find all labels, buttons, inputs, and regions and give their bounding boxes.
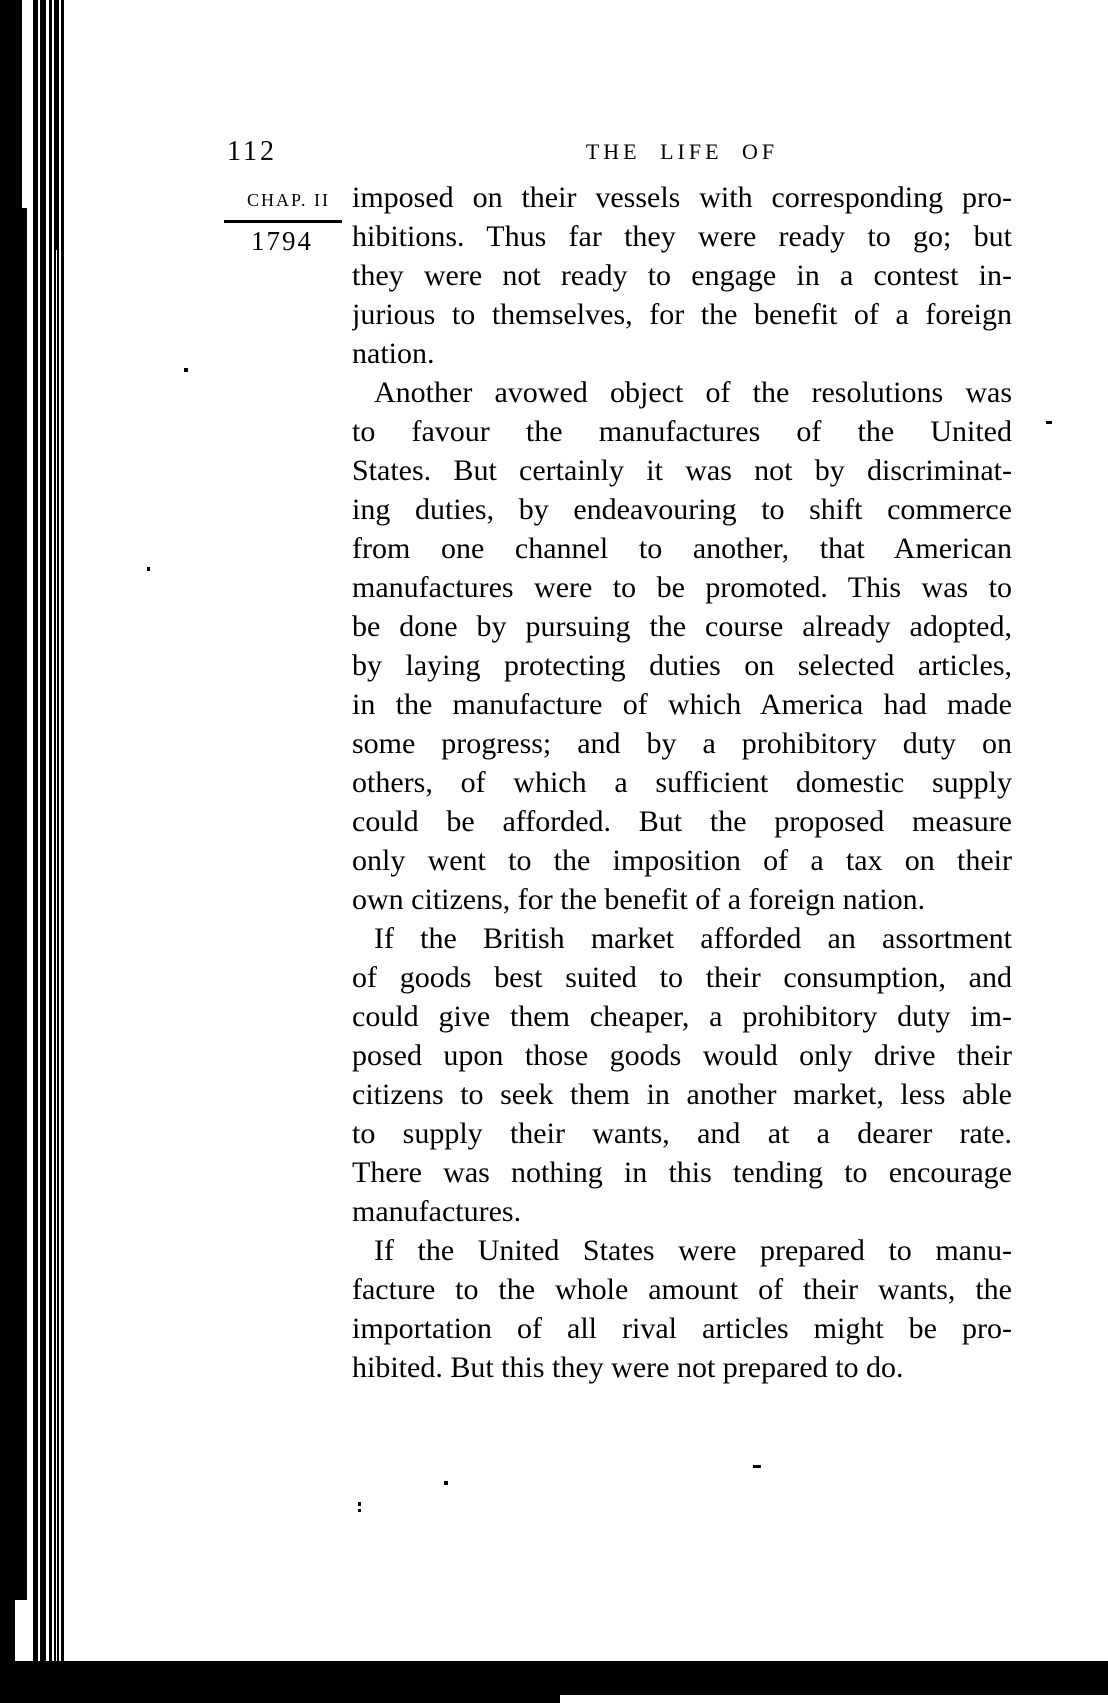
text-line: to favour the manufactures of the United — [352, 415, 1012, 448]
scan-artifact-white-thread — [38, 0, 40, 1661]
ink-speck — [358, 1509, 361, 1512]
paragraph — [352, 178, 1012, 373]
text-line: others, of which a sufficient domestic supply — [352, 766, 1012, 799]
text-block — [352, 178, 1012, 1387]
ink-speck — [184, 368, 188, 372]
ink-speck — [147, 567, 150, 571]
scan-artifact-white-thread — [56, 250, 57, 1661]
text-line: There was nothing in this tending to encourage — [352, 1156, 1012, 1189]
text-line: jurious to themselves, for the benefit of a foreign — [352, 298, 1012, 331]
paragraph — [352, 919, 1012, 1231]
scan-artifact-bottom-band — [0, 1695, 560, 1703]
text-line: manufactures were to be promoted. This was to — [352, 571, 1012, 604]
text-line: some progress; and by a prohibitory duty on — [352, 727, 1012, 760]
text-line: posed upon those goods would only drive their — [352, 1039, 1012, 1072]
ink-speck — [1046, 421, 1052, 424]
text-line: hibited. But this they were not prepared to do. — [352, 1351, 904, 1384]
scan-artifact-gutter — [0, 208, 27, 1600]
text-line: own citizens, for the benefit of a foreign nation. — [352, 883, 926, 916]
ink-speck — [444, 1481, 448, 1485]
scan-artifact-bottom-band — [0, 1661, 1108, 1695]
text-line: States. But certainly it was not by discriminat- — [352, 454, 1012, 487]
text-line: hibitions. Thus far they were ready to go; but — [352, 220, 1012, 253]
text-line: If the United States were prepared to manu- — [374, 1234, 1012, 1267]
text-line: If the British market afforded an assortment — [374, 922, 1012, 955]
scan-artifact-stripe — [49, 0, 52, 1661]
text-line: facture to the whole amount of their wants, the — [352, 1273, 1012, 1306]
margin-year-label: 1794 — [251, 226, 313, 256]
margin-rule — [224, 220, 342, 223]
ink-speck — [358, 1502, 361, 1506]
text-line: only went to the imposition of a tax on their — [352, 844, 1012, 877]
text-line: Another avowed object of the resolutions was — [374, 376, 1012, 409]
text-line: importation of all rival articles might be pro- — [352, 1312, 1012, 1345]
text-line: could be afforded. But the proposed measure — [352, 805, 1012, 838]
scan-artifact-gutter — [0, 0, 22, 208]
text-line: they were not ready to engage in a contest in- — [352, 259, 1012, 292]
text-line: from one channel to another, that American — [352, 532, 1012, 565]
text-line: by laying protecting duties on selected articles, — [352, 649, 1012, 682]
running-head: THE LIFE OF — [585, 139, 779, 164]
text-line: nation. — [352, 337, 435, 370]
text-line: manufactures. — [352, 1195, 522, 1228]
text-line: citizens to seek them in another market, less able — [352, 1078, 1012, 1111]
text-line: imposed on their vessels with corresponding pro- — [352, 181, 1012, 214]
text-line: be done by pursuing the course already adopted, — [352, 610, 1012, 643]
paragraph — [352, 373, 1012, 919]
scan-artifact-stripe — [61, 0, 64, 1672]
text-line: to supply their wants, and at a dearer rate. — [352, 1117, 1012, 1150]
paragraph — [352, 1231, 1012, 1387]
ink-speck — [753, 1465, 761, 1468]
text-line: ing duties, by endeavouring to shift commerce — [352, 493, 1012, 526]
page-number: 112 — [227, 136, 277, 167]
margin-chapter-label: CHAP. II — [247, 190, 331, 210]
text-line: of goods best suited to their consumption, and — [352, 961, 1012, 994]
text-line: could give them cheaper, a prohibitory duty im- — [352, 1000, 1012, 1033]
text-line: in the manufacture of which America had made — [352, 688, 1012, 721]
